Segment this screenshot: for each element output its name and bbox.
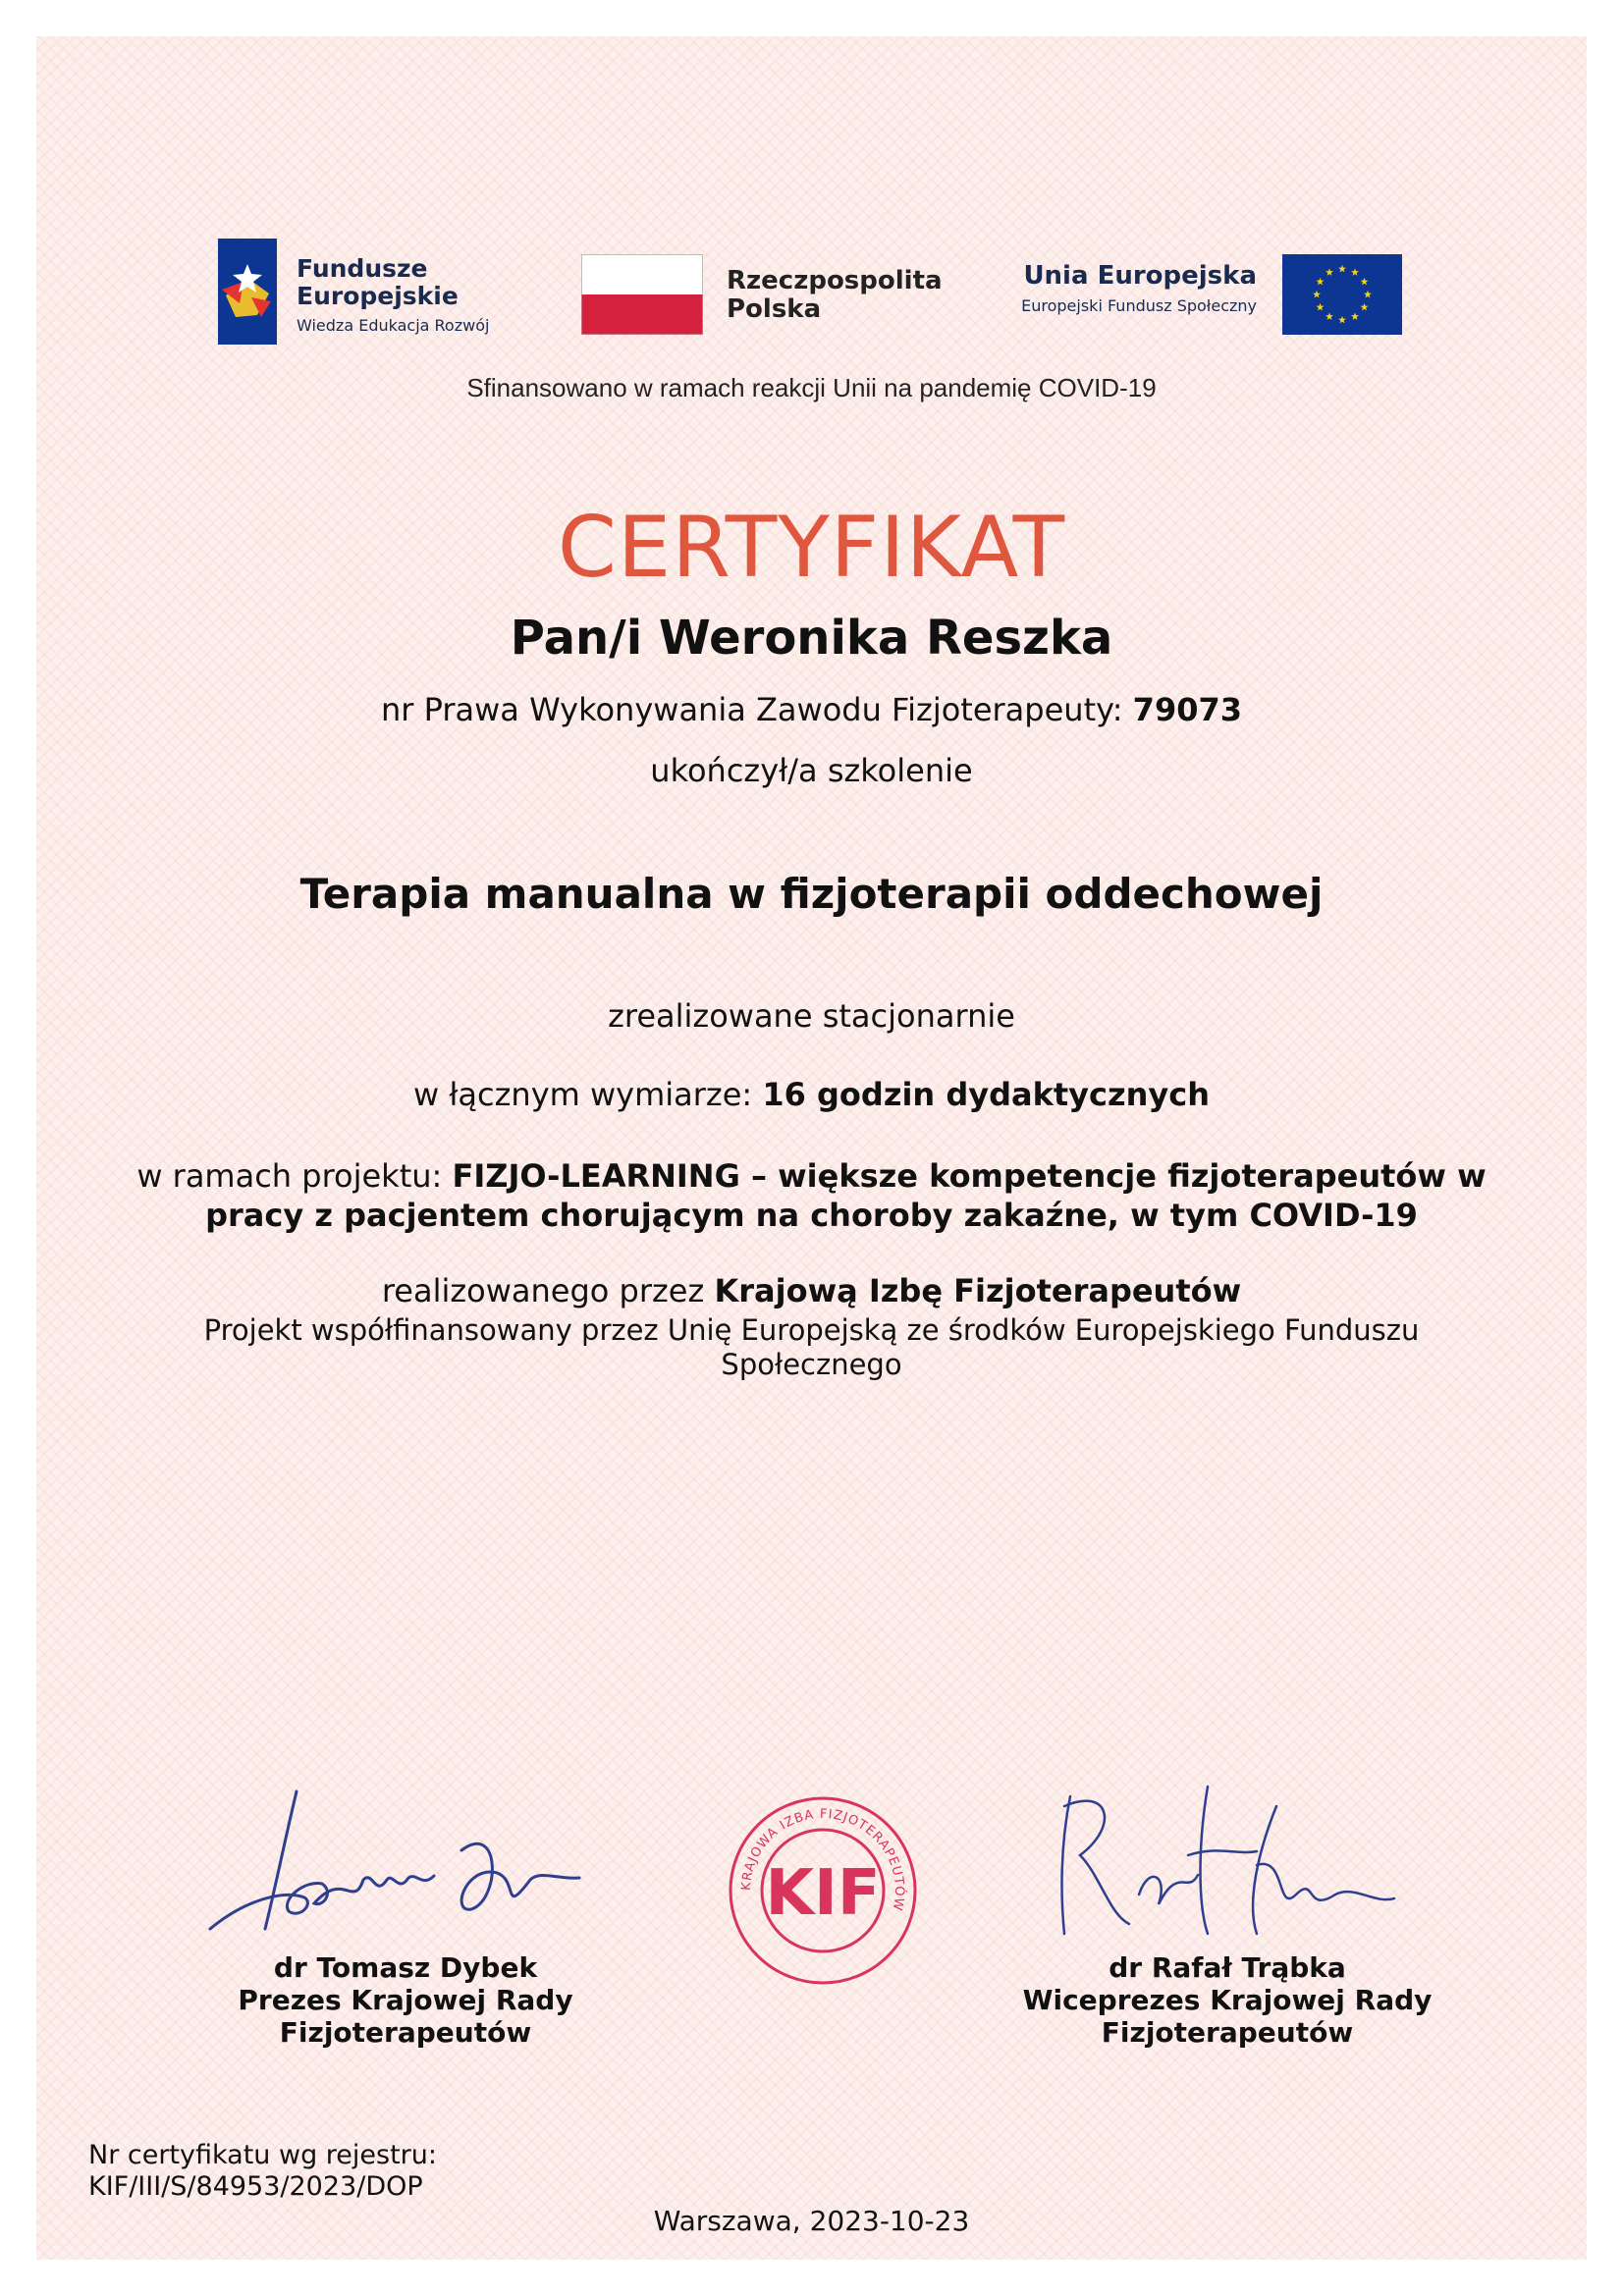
- cofinance-line2: Społecznego: [721, 1348, 902, 1381]
- rp-line2: Polska: [727, 294, 822, 324]
- signature-left-icon: [206, 1782, 599, 1939]
- registry-number: KIF/III/S/84953/2023/DOP: [88, 2171, 423, 2202]
- license-line: [0, 691, 1623, 728]
- kif-seal-icon: [727, 1794, 919, 1987]
- fe-line2: Europejskie: [297, 282, 459, 310]
- mode-text: zrealizowane stacjonarnie: [608, 997, 1015, 1035]
- seal-ring-text: KRAJOWA IZBA FIZJOTERAPEUTÓW: [738, 1806, 907, 1913]
- license-number: 79073: [1132, 691, 1242, 728]
- unia-europejska-label: [962, 261, 1257, 315]
- fe-line3: Wiedza Edukacja Rozwój: [297, 316, 490, 335]
- fundusze-europejskie-label: [297, 255, 489, 335]
- eu-flag-icon: [1282, 254, 1402, 335]
- signature-right-icon: [1041, 1767, 1414, 1953]
- fe-line1: Fundusze: [297, 254, 428, 283]
- fundusze-europejskie-logo-icon: [218, 239, 277, 345]
- organizer-line: [0, 1272, 1623, 1309]
- cofinance-line1: Projekt współfinansowany przez Unię Europejską ze środków Europejskiego Funduszu: [203, 1313, 1420, 1347]
- registry-label: Nr certyfikatu wg rejestru:: [88, 2140, 437, 2170]
- project-line2: pracy z pacjentem chorującym na choroby zakaźne, w tym COVID-19: [205, 1197, 1418, 1234]
- certificate-title: CERTYFIKAT: [557, 499, 1066, 597]
- signer-right-role2: Fizjoterapeutów: [1101, 2016, 1354, 2049]
- signer-left-role1: Prezes Krajowej Rady: [238, 1984, 573, 2016]
- place-date: Warszawa, 2023-10-23: [653, 2205, 970, 2237]
- rp-line1: Rzeczpospolita: [727, 266, 943, 295]
- ue-line1: Unia Europejska: [1023, 261, 1257, 291]
- polish-flag-icon: [581, 254, 703, 335]
- course-title: Terapia manualna w fizjoterapii oddechowej: [299, 870, 1324, 918]
- signature-right-block: [982, 1951, 1473, 2049]
- project-line1: FIZJO-LEARNING – większe kompetencje fizjoterapeutów w: [452, 1157, 1487, 1195]
- cofinance-note: [0, 1313, 1623, 1382]
- registry-block: [88, 2140, 437, 2203]
- signer-left-role2: Fizjoterapeutów: [279, 2016, 532, 2049]
- rzeczpospolita-label: [727, 267, 943, 324]
- signer-left-name: dr Tomasz Dybek: [273, 1951, 538, 1984]
- seal-mark: KIF: [765, 1857, 881, 1930]
- project-label: w ramach projektu:: [136, 1157, 443, 1195]
- signature-left-block: [160, 1951, 651, 2049]
- funding-note: Sfinansowano w ramach reakcji Unii na pandemię COVID-19: [466, 373, 1157, 402]
- completed-text: ukończył/a szkolenie: [650, 752, 973, 789]
- signer-right-name: dr Rafał Trąbka: [1109, 1951, 1346, 1984]
- signer-right-role1: Wiceprezes Krajowej Rady: [1022, 1984, 1433, 2016]
- license-label: nr Prawa Wykonywania Zawodu Fizjoterapeuty:: [381, 691, 1123, 728]
- project-block: [0, 1156, 1623, 1235]
- hours-value: 16 godzin dydaktycznych: [762, 1076, 1211, 1113]
- hours-label: w łącznym wymiarze:: [412, 1076, 753, 1113]
- organizer-label: realizowanego przez: [381, 1272, 705, 1309]
- organizer-name: Krajową Izbę Fizjoterapeutów: [714, 1272, 1242, 1309]
- recipient-name: Pan/i Weronika Reszka: [510, 611, 1113, 666]
- hours-line: [0, 1076, 1623, 1113]
- ue-line2: Europejski Fundusz Społeczny: [1021, 296, 1257, 315]
